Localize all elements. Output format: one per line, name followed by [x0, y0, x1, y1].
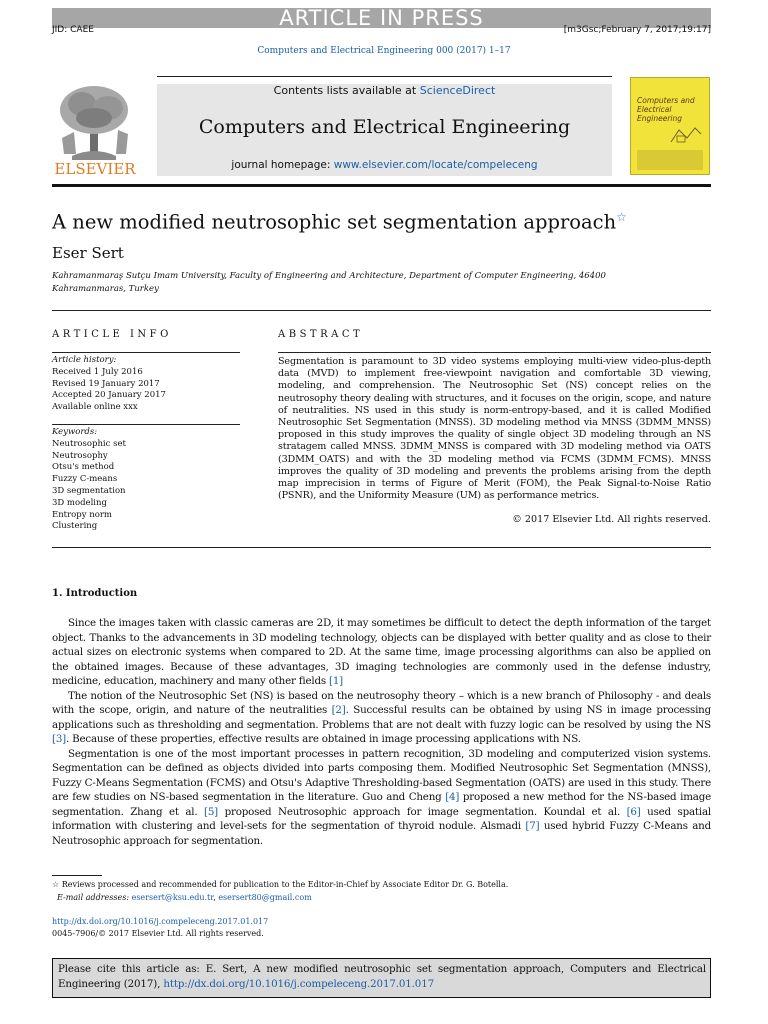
publisher-wordmark: ELSEVIER: [54, 160, 136, 178]
paragraph-text: used hybrid Fuzzy C-Means and Neutrosophic approach for segmentation.: [52, 820, 712, 847]
article-history: [52, 355, 166, 414]
doi-link[interactable]: http://dx.doi.org/10.1016/j.compeleceng.2017.01.017: [52, 917, 269, 926]
citation-link[interactable]: [6]: [626, 805, 641, 818]
masthead-rule: [52, 184, 711, 187]
doi-block: [52, 916, 268, 940]
citation-box: [52, 958, 711, 998]
article-title-text: A new modified neutrosophic set segmentation approach: [52, 210, 617, 234]
email-label: E-mail addresses:: [57, 892, 130, 902]
paragraph-text: proposed Neutrosophic approach for image segmentation. Koundal et al.: [218, 805, 627, 818]
title-footnote-star-icon[interactable]: ☆: [616, 210, 627, 224]
section-rule: [52, 547, 711, 548]
banner-text: ARTICLE IN PRESS: [279, 6, 484, 30]
article-title: [52, 210, 627, 234]
paragraph-text: . Successful results can be obtained by using NS in image processing applications such as thresholding and segmentation. Problems that are not dealt with fuzzy logic can be resolved by using the NS: [52, 704, 711, 731]
keyword: Clustering: [52, 521, 98, 532]
cover-contents-panel: [637, 150, 703, 170]
abstract-copyright: © 2017 Elsevier Ltd. All rights reserved.: [512, 514, 711, 525]
paragraph-text: The notion of the Neutrosophic Set (NS) is based on the neutrosophy theory – which is a new branch of Philosophy - and deals with the scope, origin, and nature of the neutralities: [52, 689, 711, 716]
paragraph: [52, 689, 711, 747]
keyword: Otsu's method: [52, 462, 115, 473]
cover-title: Computers and Electrical Engineering: [637, 96, 695, 123]
journal-id: JID: CAEE: [52, 25, 94, 35]
citation-link[interactable]: [5]: [204, 805, 219, 818]
issn-line: 0045-7906/© 2017 Elsevier Ltd. All rights reserved.: [52, 929, 264, 938]
keyword: Neutrosophy: [52, 450, 108, 461]
paragraph-text: used spatial information with clustering and level-sets for the segmentation of thyroid nodule. Alsmadi: [52, 805, 711, 832]
paragraph-text: Segmentation is one of the most important processes in pattern recognition, 3D modeling and computerized vision systems. Segmentation can be defined as objects divided into parts composing them. Modified Neutrosophic Set Segmentation (MNSS), Fuzzy C-Means Segmentation (FCMS) and Otsu's Adaptive Thresholding-based Segmentation (OATS) are used in this study. There are few studies on NS-based segmentation in the literature. Guo and Cheng: [52, 747, 711, 803]
abstract-rule: [278, 352, 711, 353]
keyword: 3D segmentation: [52, 485, 126, 496]
footnote-rule: [52, 875, 102, 876]
keyword: 3D modeling: [52, 497, 107, 508]
homepage-link[interactable]: www.elsevier.com/locate/compeleceng: [333, 159, 538, 171]
contents-prefix: Contents lists available at: [273, 84, 420, 97]
email-footnote: [52, 892, 508, 905]
introduction-body: [52, 616, 711, 848]
history-item: Revised 19 January 2017: [52, 378, 160, 389]
author-affiliation: Kahramanmaraş Sutçu Imam University, Faculty of Engineering and Architecture, Department of Computer Engineering, 46400 Kahramanmaras, Turkey: [52, 271, 606, 294]
citation-link[interactable]: [1]: [329, 675, 343, 687]
citation-link[interactable]: [4]: [445, 791, 460, 803]
masthead-top-rule: [157, 76, 612, 77]
journal-name: Computers and Electrical Engineering: [198, 116, 571, 138]
section-rule: [52, 310, 711, 311]
introduction-heading: 1. Introduction: [52, 588, 138, 599]
keyword: Neutrosophic set: [52, 438, 126, 449]
history-item: Received 1 July 2016: [52, 366, 143, 377]
paragraph: [52, 616, 711, 689]
journal-homepage-line: [157, 159, 612, 171]
elsevier-tree-icon: [52, 82, 138, 178]
build-stamp: [m3Gsc;February 7, 2017;19:17]: [563, 25, 711, 35]
journal-reference-link[interactable]: Computers and Electrical Engineering 000 (2017) 1–17: [257, 46, 511, 56]
keyword: Fuzzy C-means: [52, 474, 118, 485]
citation-link[interactable]: [3]: [52, 733, 66, 745]
journal-cover-image[interactable]: [630, 77, 710, 175]
sciencedirect-link[interactable]: ScienceDirect: [419, 84, 496, 97]
article-info-heading: ARTICLE INFO: [52, 329, 172, 340]
article-info-rule: [52, 352, 240, 353]
contents-available-line: [157, 84, 612, 97]
abstract-heading: ABSTRACT: [278, 329, 364, 340]
email-link[interactable]: esersert80@gmail.com: [218, 892, 312, 902]
email-separator: ,: [213, 892, 219, 902]
paragraph: [52, 747, 711, 849]
keywords-list: [52, 427, 126, 533]
paragraph-text: Since the images taken with classic cameras are 2D, it may sometimes be difficult to detect the depth information of the target object. Thanks to the advancements in 3D modeling technology, objects can be displayed with better quality and as close to their actual sizes on electronic systems when compared to 2D. At the same time, image processing algorithms can also be applied on the obtained images. Because of these advantages, 3D imaging technologies are commonly used in the defense industry, medicine, education, machinery and many other fields: [52, 617, 711, 687]
elsevier-logo[interactable]: [52, 82, 138, 178]
history-label: Article history:: [52, 355, 117, 365]
star-footnote: ☆ Reviews processed and recommended for publication to the Editor-in-Chief by Associate Editor Dr. G. Botella.: [52, 880, 509, 889]
citation-link[interactable]: [7]: [525, 820, 540, 832]
paragraph-text: proposed a new method for the NS-based image segmentation. Zhang et al.: [52, 791, 711, 818]
keywords-label: Keywords:: [52, 427, 98, 437]
citation-link[interactable]: [2]: [331, 704, 346, 716]
footnotes: [52, 879, 508, 904]
author-name[interactable]: Eser Sert: [52, 244, 124, 262]
paragraph-text: . Because of these properties, effective results are obtained in image processing applications with NS.: [66, 733, 581, 745]
history-item: Available online xxx: [52, 402, 138, 413]
keyword: Entropy norm: [52, 509, 112, 520]
homepage-prefix: journal homepage:: [231, 159, 334, 171]
citation-text: [58, 962, 706, 992]
email-link[interactable]: esersert@ksu.edu.tr: [131, 892, 214, 902]
cover-circuit-icon: [669, 124, 703, 146]
abstract-text: Segmentation is paramount to 3D video systems employing multi-view video-plus-depth data (MVD) to implement free-viewpoint navigation and comfortable 3D viewing, modeling, and comprehension. The Neutrosophic Set (NS) concept relies on the neutrosophy theory dealing with structures, and it focuses on the origin, scope, and nature of neutralities. NS used in this study is norm-entropy-based, and it is called Modified Neutrosophic Set Segmentation (MNSS). 3D modeling method via MNSS (3DMM_MNSS) proposed in this study improves the quality of single object 3D modeling through an NS stratagem called MNSS. 3DMM_MNSS is compared with 3D modeling method via OATS (3DMM_OATS) and with the 3D modeling method via FCMS (3DMM_FCMS). MNSS improves the quality of 3D modeling and prevents the problems arising from the depth map imprecision in terms of Figure of Merit (FOM), the Peak Signal-to-Noise Ratio (PSNR), and the Uniformity Measure (UM) as performance metrics.: [278, 356, 711, 502]
history-item: Accepted 20 January 2017: [52, 390, 166, 401]
citation-doi-link[interactable]: http://dx.doi.org/10.1016/j.compeleceng.2017.01.017: [163, 978, 435, 990]
keywords-rule: [52, 424, 240, 425]
citation-prefix: Please cite this article as: E. Sert, A new modified neutrosophic set segmentation approach, Computers and Electrical Engineering (2017),: [58, 963, 706, 990]
